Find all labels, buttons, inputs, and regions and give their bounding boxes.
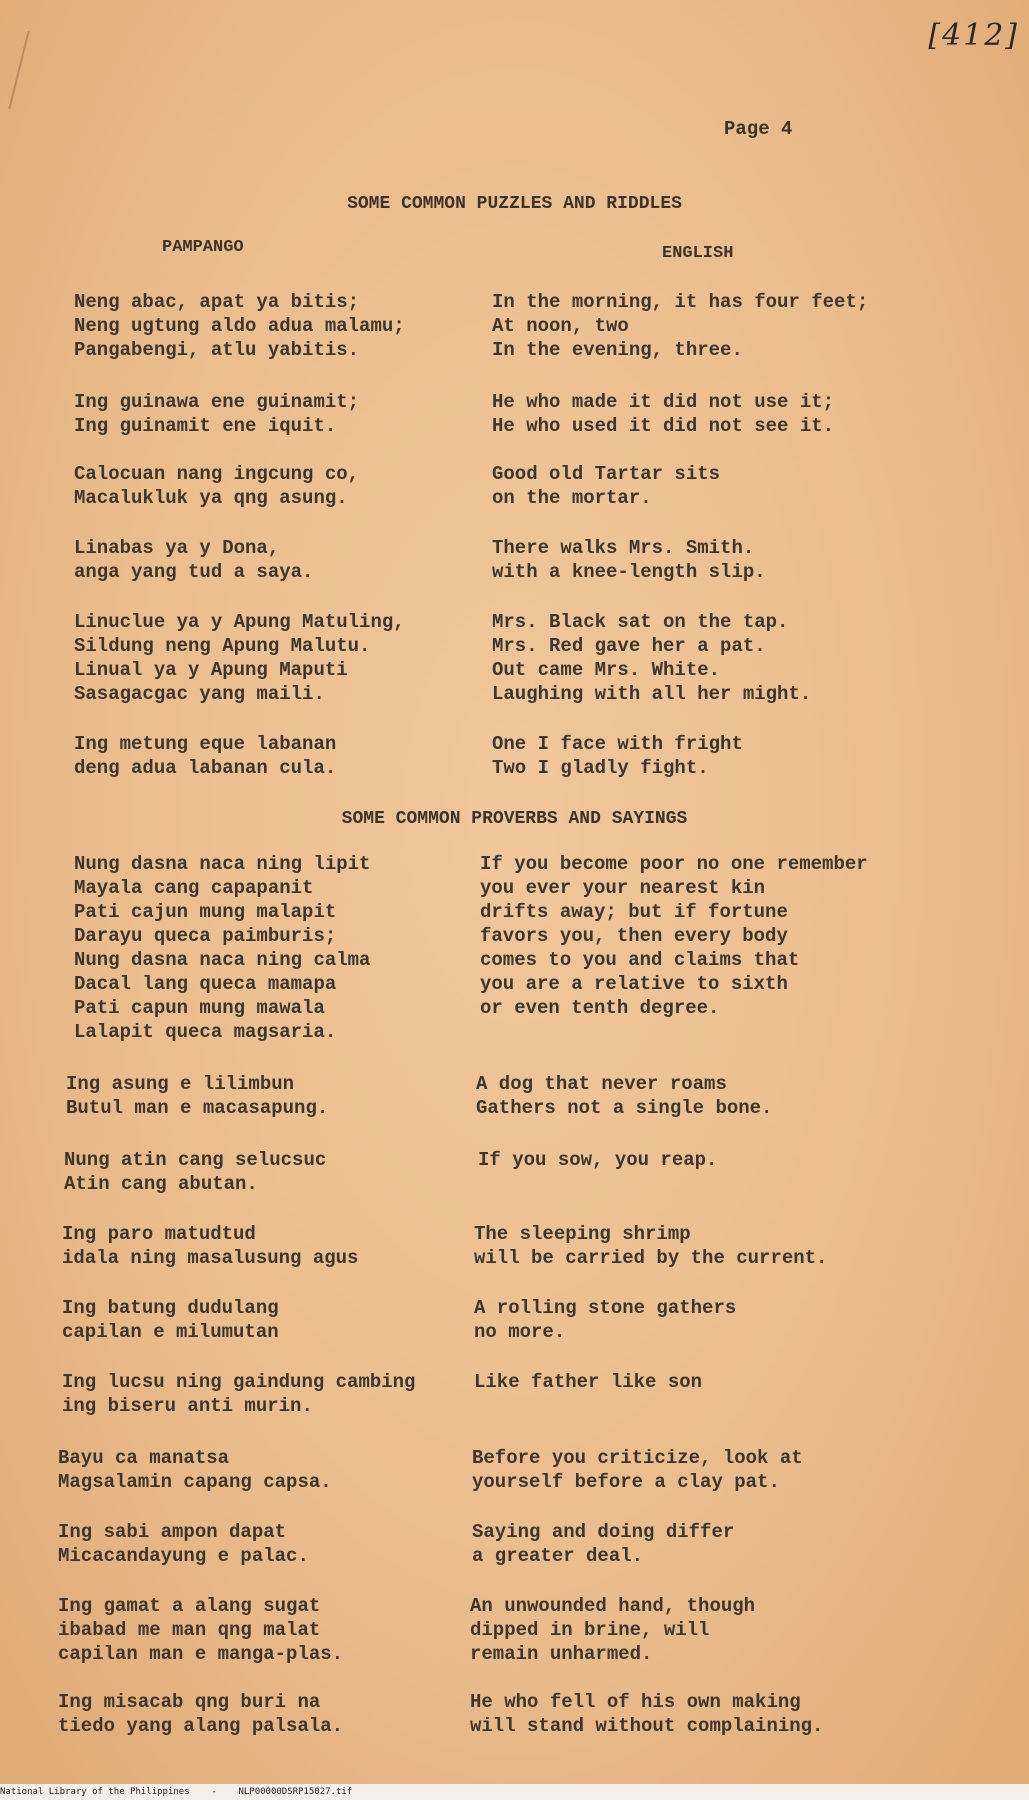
pampango-text (74, 852, 370, 1044)
text-line: Before you criticize, look at (472, 1447, 803, 1469)
text-line: will stand without complaining. (470, 1715, 824, 1737)
text-line: Gathers not a single bone. (476, 1097, 773, 1119)
text-line: Pangabengi, atlu yabitis. (74, 339, 360, 361)
text-line: Ing batung dudulang (62, 1297, 279, 1319)
text-line: Mrs. Black sat on the tap. (492, 611, 789, 633)
text-line: or even tenth degree. (480, 997, 720, 1019)
pampango-text (62, 1222, 358, 1270)
text-line: He who made it did not use it; (492, 391, 835, 413)
pampango-text (74, 390, 359, 438)
text-line: tiedo yang alang palsala. (58, 1715, 344, 1737)
text-line: you ever your nearest kin (480, 877, 766, 899)
text-line: drifts away; but if fortune (480, 901, 788, 923)
text-line: favors you, then every body (480, 925, 788, 947)
scan-footer: National Library of the Philippines - NLP00000DSRP15027.tif (0, 1784, 1029, 1800)
pampango-text (64, 1148, 326, 1196)
text-line: ibabad me man qng malat (58, 1619, 321, 1641)
text-line: yourself before a clay pat. (472, 1471, 780, 1493)
text-line: Ing sabi ampon dapat (58, 1521, 287, 1543)
text-line: Atin cang abutan. (64, 1173, 258, 1195)
text-line: Nung dasna naca ning calma (74, 949, 371, 971)
text-line: Two I gladly fight. (492, 757, 709, 779)
text-line: Nung dasna naca ning lipit (74, 853, 371, 875)
text-line: Ing metung eque labanan (74, 733, 337, 755)
text-line: If you become poor no one remember (480, 853, 868, 875)
english-text (472, 1520, 734, 1568)
text-line: Bayu ca manatsa (58, 1447, 230, 1469)
text-line: idala ning masalusung agus (62, 1247, 359, 1269)
paper-crease (8, 31, 29, 109)
text-line: An unwounded hand, though (470, 1595, 756, 1617)
text-line: Ing misacab qng buri na (58, 1691, 321, 1713)
text-line: Butul man e macasapung. (66, 1097, 329, 1119)
english-text (492, 290, 868, 362)
text-line: no more. (474, 1321, 566, 1343)
text-line: Nung atin cang selucsuc (64, 1149, 327, 1171)
english-text (470, 1690, 823, 1738)
text-line: Pati cajun mung malapit (74, 901, 337, 923)
text-line: Neng abac, apat ya bitis; (74, 291, 360, 313)
english-text (492, 390, 834, 438)
text-line: Magsalamin capang capsa. (58, 1471, 332, 1493)
text-line: remain unharmed. (470, 1643, 653, 1665)
text-line: He who used it did not see it. (492, 415, 835, 437)
text-line: In the morning, it has four feet; (492, 291, 869, 313)
text-line: capilan man e manga-plas. (58, 1643, 344, 1665)
text-line: At noon, two (492, 315, 629, 337)
english-text (492, 462, 720, 510)
pampango-text (74, 290, 405, 362)
text-line: Linabas ya y Dona, (74, 537, 280, 559)
pampango-text (66, 1072, 328, 1120)
pampango-text (58, 1520, 309, 1568)
text-line: If you sow, you reap. (478, 1149, 718, 1171)
text-line: Lalapit queca magsaria. (74, 1021, 337, 1043)
pampango-text (74, 462, 359, 510)
text-line: A rolling stone gathers (474, 1297, 737, 1319)
text-line: you are a relative to sixth (480, 973, 788, 995)
pampango-text (74, 732, 336, 780)
text-line: Ing gamat a alang sugat (58, 1595, 321, 1617)
text-line: capilan e milumutan (62, 1321, 279, 1343)
text-line: Calocuan nang ingcung co, (74, 463, 360, 485)
text-line: The sleeping shrimp (474, 1223, 691, 1245)
english-text (472, 1446, 803, 1494)
text-line: Neng ugtung aldo adua malamu; (74, 315, 405, 337)
english-text (480, 852, 868, 1020)
english-text (492, 610, 811, 706)
text-line: Laughing with all her might. (492, 683, 812, 705)
pampango-text (58, 1446, 332, 1494)
handwritten-reference-mark: [412] (928, 18, 1019, 53)
footer-library-label: National Library of the Philippines (0, 1787, 190, 1797)
text-line: on the mortar. (492, 487, 652, 509)
text-line: There walks Mrs. Smith. (492, 537, 755, 559)
text-line: One I face with fright (492, 733, 743, 755)
text-line: will be carried by the current. (474, 1247, 828, 1269)
pampango-text (58, 1594, 343, 1666)
english-text (474, 1370, 702, 1394)
text-line: Macalukluk ya qng asung. (74, 487, 348, 509)
text-line: anga yang tud a saya. (74, 561, 314, 583)
text-line: Dacal lang queca mamapa (74, 973, 337, 995)
text-line: with a knee-length slip. (492, 561, 766, 583)
text-line: Ing asung e lilimbun (66, 1073, 295, 1095)
pampango-text (62, 1296, 279, 1344)
text-line: Good old Tartar sits (492, 463, 721, 485)
text-line: Darayu queca paimburis; (74, 925, 337, 947)
english-text (492, 732, 743, 780)
text-line: a greater deal. (472, 1545, 644, 1567)
english-text (476, 1072, 772, 1120)
text-line: Saying and doing differ (472, 1521, 735, 1543)
pampango-text (74, 610, 405, 706)
section-title-proverbs: SOME COMMON PROVERBS AND SAYINGS (341, 809, 688, 829)
text-line: In the evening, three. (492, 339, 743, 361)
text-line: Mrs. Red gave her a pat. (492, 635, 766, 657)
text-line: Linual ya y Apung Maputi (74, 659, 348, 681)
page-number: Page 4 (724, 118, 793, 140)
text-line: ing biseru anti murin. (62, 1395, 313, 1417)
text-line: Like father like son (474, 1371, 703, 1393)
text-line: A dog that never roams (476, 1073, 727, 1095)
text-line: comes to you and claims that (480, 949, 800, 971)
footer-file-label: NLP00000DSRP15027.tif (238, 1787, 353, 1797)
column-header-pampango: PAMPANGO (162, 238, 244, 257)
english-text (474, 1222, 827, 1270)
text-line: deng adua labanan cula. (74, 757, 337, 779)
text-line: Linuclue ya y Apung Matuling, (74, 611, 405, 633)
text-line: Ing guinamit ene iquit. (74, 415, 337, 437)
section-title-riddles: SOME COMMON PUZZLES AND RIDDLES (347, 194, 682, 214)
text-line: Pati capun mung mawala (74, 997, 325, 1019)
text-line: Sildung neng Apung Malutu. (74, 635, 371, 657)
english-text (478, 1148, 717, 1172)
pampango-text (62, 1370, 415, 1418)
text-line: Sasagacgac yang maili. (74, 683, 325, 705)
english-text (474, 1296, 736, 1344)
text-line: Ing guinawa ene guinamit; (74, 391, 360, 413)
pampango-text (74, 536, 313, 584)
text-line: He who fell of his own making (470, 1691, 801, 1713)
text-line: Ing lucsu ning gaindung cambing (62, 1371, 416, 1393)
english-text (470, 1594, 755, 1666)
text-line: Micacandayung e palac. (58, 1545, 309, 1567)
text-line: dipped in brine, will (470, 1619, 710, 1641)
text-line: Mayala cang capapanit (74, 877, 314, 899)
text-line: Out came Mrs. White. (492, 659, 721, 681)
text-line: Ing paro matudtud (62, 1223, 256, 1245)
pampango-text (58, 1690, 343, 1738)
column-header-english: ENGLISH (662, 244, 734, 263)
english-text (492, 536, 766, 584)
